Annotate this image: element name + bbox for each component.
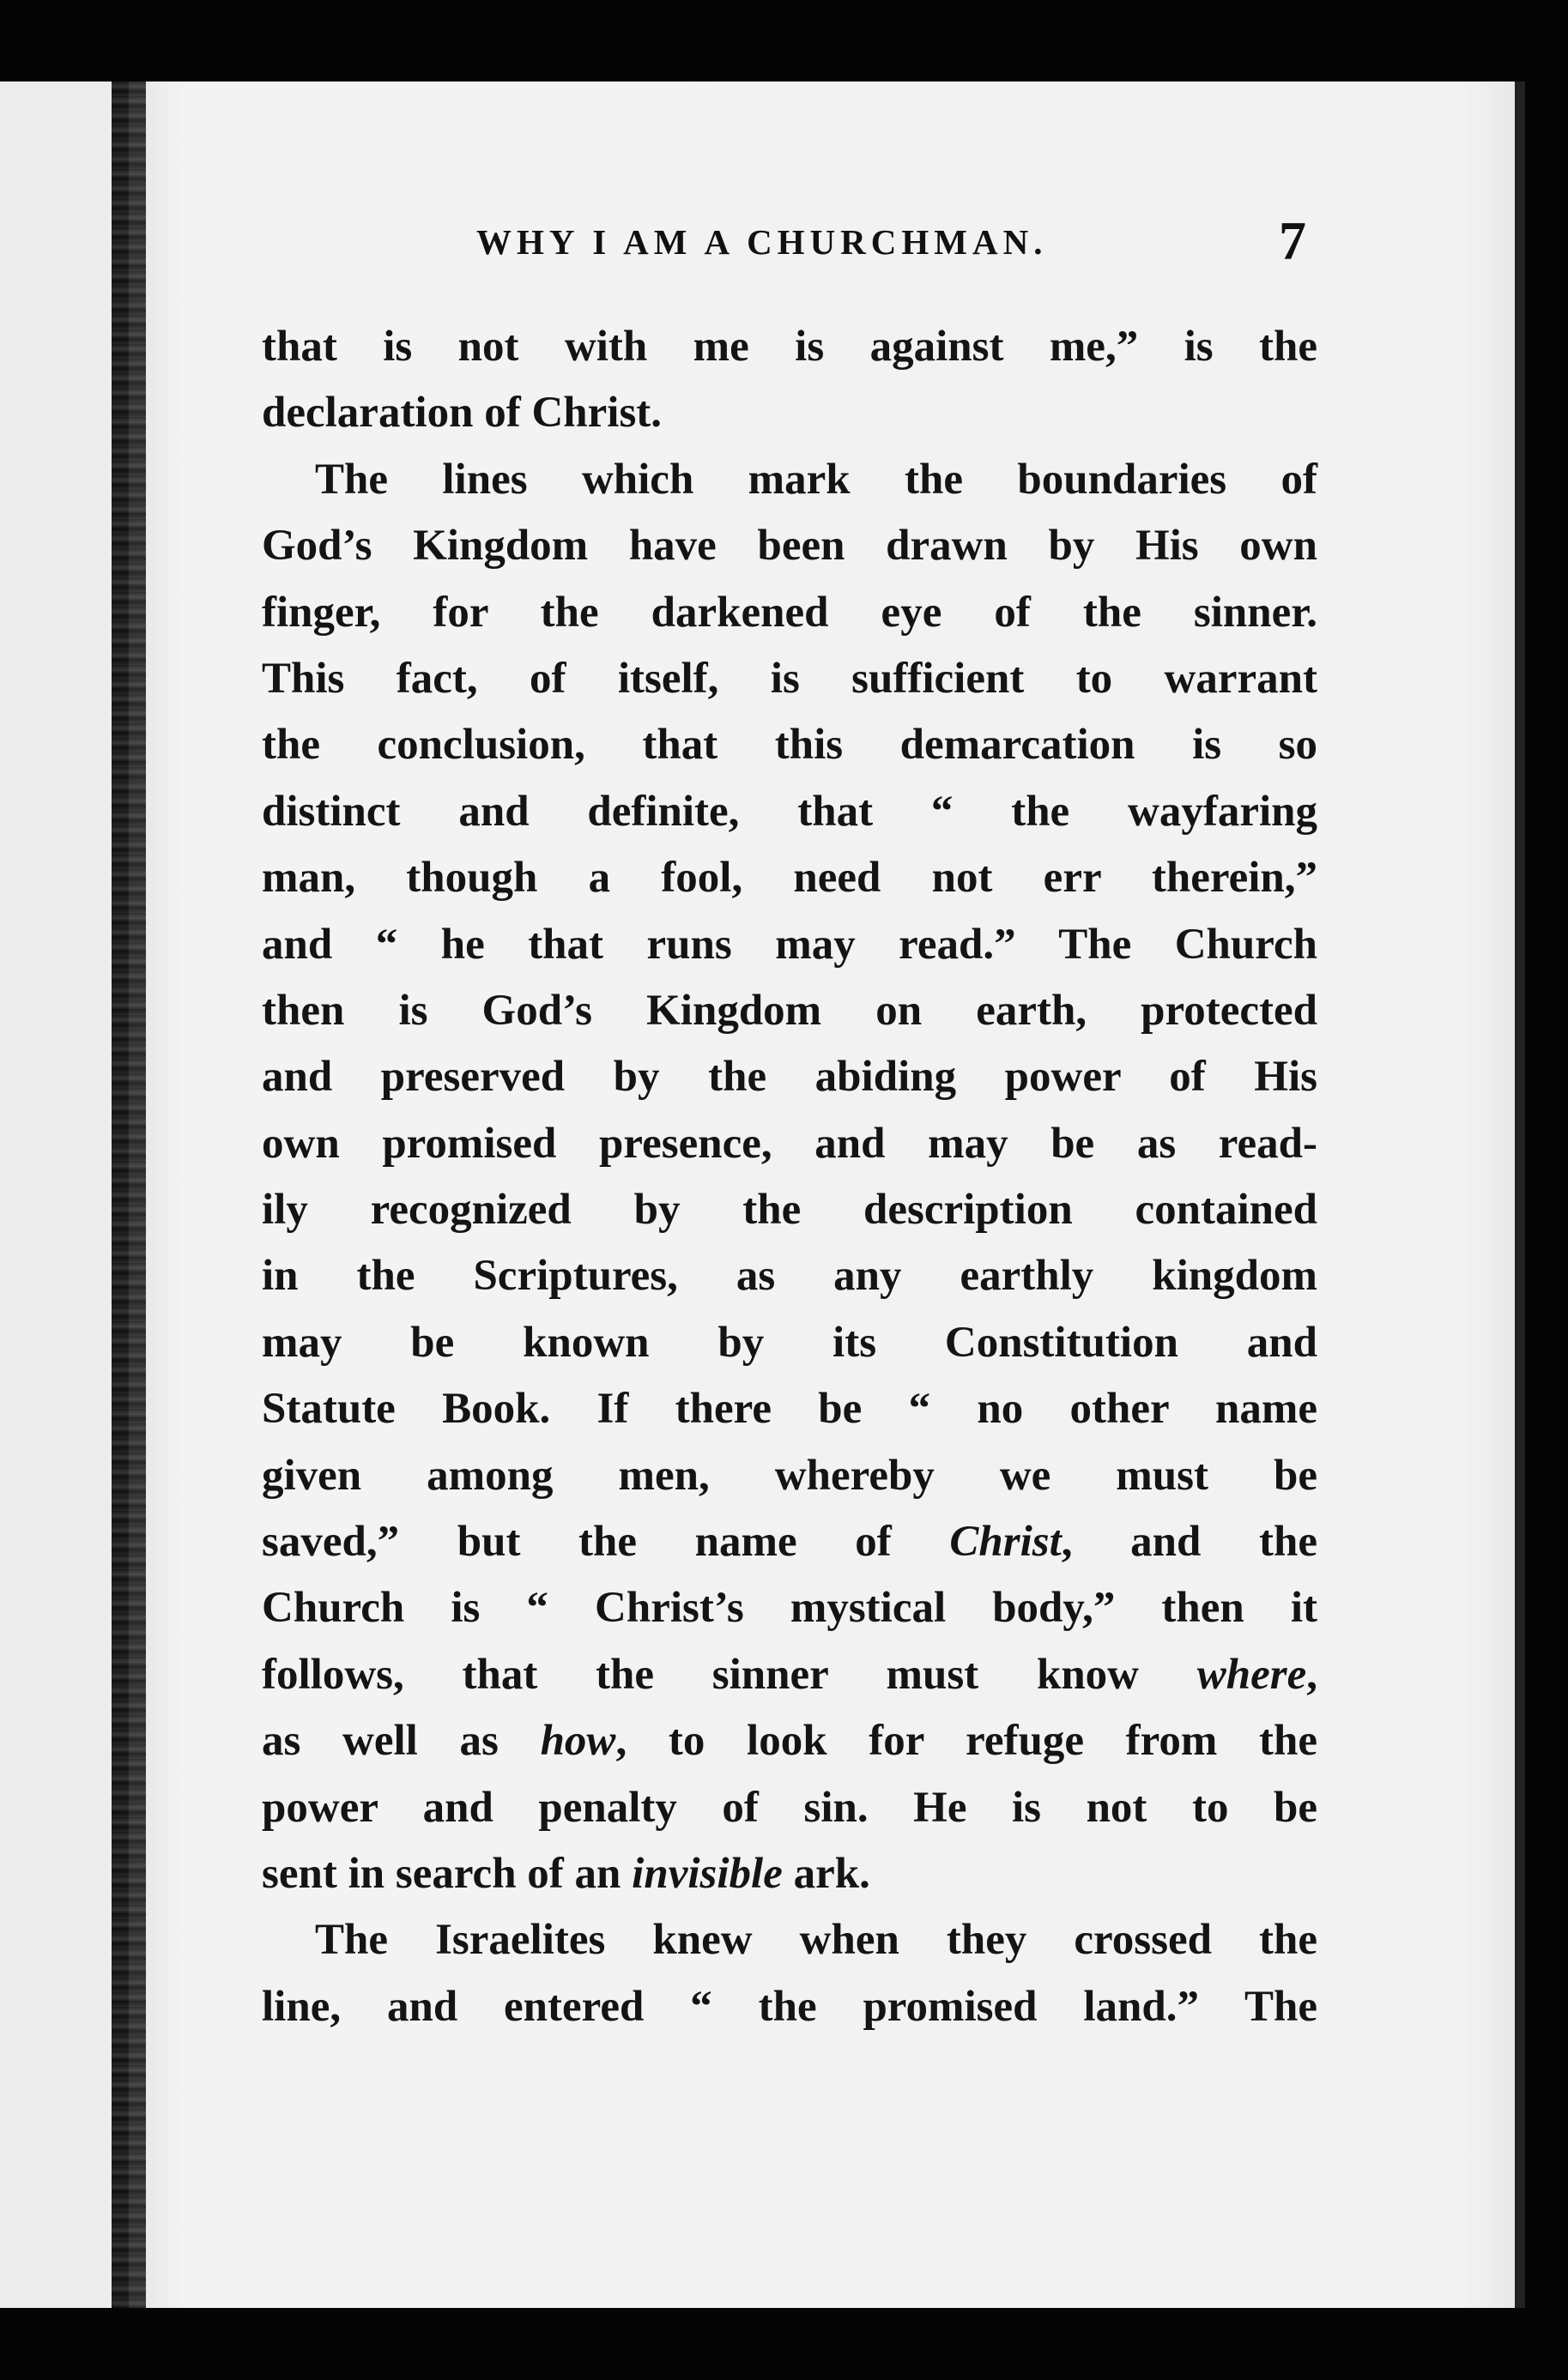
text-run: follows, that the sinner must know [262, 1650, 1140, 1699]
facing-page-edge [0, 82, 112, 2308]
text-line: own promised presence, and may be as read- [262, 1119, 1317, 1168]
text-line: and “ he that runs may read.” The Church [262, 920, 1317, 969]
text-run: , [1306, 1650, 1317, 1699]
text-line: distinct and definite, that “ the wayfaring [262, 787, 1317, 836]
text-line: and preserved by the abiding power of His [262, 1053, 1317, 1102]
text-run: saved,” but the name of [262, 1518, 892, 1567]
text-line-mixed [262, 1708, 1317, 1774]
text-run: , and the [1061, 1518, 1317, 1567]
text-line-mixed [262, 1642, 1317, 1708]
text-line: given among men, whereby we must be [262, 1451, 1317, 1500]
text-line: in the Scriptures, as any earthly kingdom [262, 1252, 1317, 1301]
text-run: sent in search of an [262, 1849, 621, 1898]
text-line: God’s Kingdom have been drawn by His own [262, 522, 1317, 571]
text-line: line, and entered “ the promised land.” The [262, 1982, 1317, 2031]
text-line: The lines which mark the boundaries of [315, 455, 1317, 504]
text-line: may be known by its Constitution and [262, 1318, 1317, 1367]
text-line: then is God’s Kingdom on earth, protected [262, 986, 1317, 1035]
page-right-edge [1515, 82, 1525, 2308]
page-number: 7 [1279, 210, 1306, 271]
text-line: man, though a fool, need not err therein,” [262, 854, 1317, 903]
book-spine-shadow [112, 82, 146, 2308]
text-line: ily recognized by the description contained [262, 1186, 1317, 1235]
italic-word: where [1196, 1650, 1307, 1699]
text-line: This fact, of itself, is sufficient to warrant [262, 654, 1317, 703]
text-line: Statute Book. If there be “ no other name [262, 1385, 1317, 1434]
text-line: declaration of Christ. [262, 389, 663, 438]
text-run: as well as [262, 1717, 499, 1766]
italic-word: invisible [632, 1849, 783, 1898]
italic-word: Christ [949, 1518, 1062, 1567]
text-line: that is not with me is against me,” is the [262, 323, 1317, 371]
running-head: WHY I AM A CHURCHMAN. [476, 222, 1048, 262]
text-run: ark. [793, 1849, 870, 1898]
text-line: The Israelites knew when they crossed the [315, 1916, 1317, 1965]
text-line: finger, for the darkened eye of the sinner. [262, 588, 1317, 637]
text-run: , to look for refuge from the [615, 1717, 1318, 1766]
body-text [262, 314, 1317, 2040]
text-line-mixed [262, 1509, 1317, 1575]
text-line: power and penalty of sin. He is not to be [262, 1783, 1317, 1832]
italic-word: how [540, 1717, 616, 1766]
text-line: the conclusion, that this demarcation is so [262, 721, 1317, 770]
text-line-mixed [262, 1841, 1317, 1907]
text-line: Church is “ Christ’s mystical body,” then it [262, 1584, 1317, 1633]
